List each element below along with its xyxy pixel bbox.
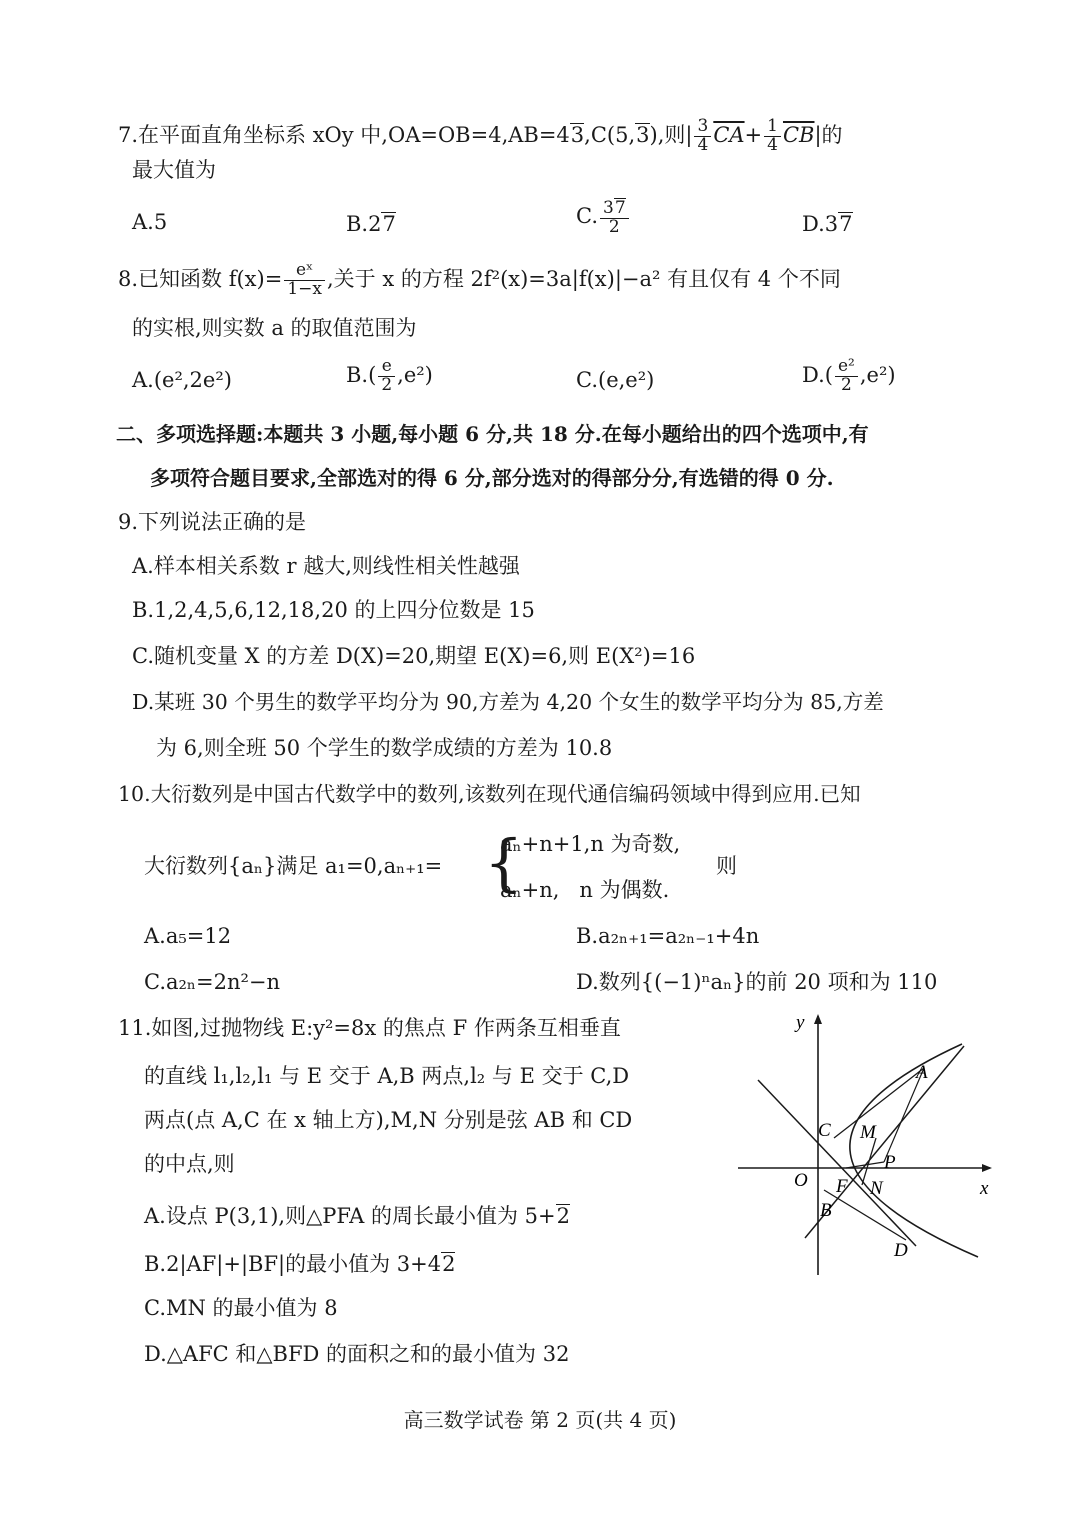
label-point-m: M: [860, 1122, 876, 1143]
label-point-f: F: [836, 1176, 848, 1197]
q10-stem-definition: 大衍数列{aₙ}满足 a₁=0,aₙ₊₁=: [144, 854, 443, 878]
segment-ac: [834, 1068, 924, 1138]
q10-piecewise-brace: {: [484, 826, 524, 899]
q9-option-d-line1: D.某班 30 个男生的数学平均分为 90,方差为 4,20 个女生的数学平均分为 85,方差: [132, 690, 884, 714]
q8-function-fraction: $\frac{\text{eˣ}}{1-x}$: [284, 262, 325, 299]
page-footer: 高三数学试卷 第 2 页(共 4 页): [403, 1408, 677, 1432]
y-axis-arrow: [814, 1014, 822, 1024]
q10-case-even: aₙ+n, n 为偶数.: [500, 878, 670, 902]
q7-frac1: $\frac{3}{4}$: [694, 118, 711, 155]
label-point-n: N: [870, 1178, 883, 1199]
segment-bd: [824, 1190, 906, 1240]
q7-plus: +: [744, 122, 763, 147]
label-x: x: [980, 1178, 989, 1199]
q11-stem-line2: 的直线 l₁,l₂,l₁ 与 E 交于 A,B 两点,l₂ 与 E 交于 C,D: [144, 1064, 630, 1088]
q7-stem-c: ),则|: [649, 122, 693, 147]
x-axis-arrow: [982, 1164, 992, 1172]
q8-option-d: D.( $\frac{\text{e²}}{2}$ ,e²): [802, 356, 896, 395]
q7-vector-ca: $\overline{CA}$: [713, 122, 745, 147]
q9-stem: 9.下列说法正确的是: [118, 510, 307, 534]
q7-sqrt3-a: 3: [570, 122, 585, 147]
q7-frac2: $\frac{1}{4}$: [764, 118, 781, 155]
label-point-p: P: [884, 1152, 896, 1173]
q11-option-d: D.△AFC 和△BFD 的面积之和的最小值为 32: [144, 1342, 570, 1366]
q7-option-a: A.5: [132, 210, 168, 234]
q8-stem-line2: 的实根,则实数 a 的取值范围为: [132, 316, 417, 340]
q9-option-d-line2: 为 6,则全班 50 个学生的数学成绩的方差为 10.8: [156, 736, 613, 760]
q10-case-odd: aₙ+n+1,n 为奇数,: [500, 832, 681, 856]
section2-instructions-line2: 多项符合题目要求,全部选对的得 6 分,部分选对的得部分分,有选错的得 0 分.: [150, 466, 834, 490]
label-y: y: [796, 1012, 805, 1033]
q10-option-b: B.a₂ₙ₊₁=a₂ₙ₋₁+4n: [576, 924, 760, 948]
q7-stem-a: 7.在平面直角坐标系 xOy 中,OA=OB=4,AB=4: [118, 122, 570, 147]
parabola-figure: [730, 1010, 1000, 1280]
label-point-d: D: [894, 1240, 908, 1261]
q7-option-c: C. $\frac{37}{2}$: [576, 198, 631, 237]
q10-option-d: D.数列{(−1)ⁿaₙ}的前 20 项和为 110: [576, 970, 938, 994]
q11-option-c: C.MN 的最小值为 8: [144, 1296, 338, 1320]
q7-option-d: D.37: [802, 212, 853, 236]
q10-option-c: C.a₂ₙ=2n²−n: [144, 970, 281, 994]
q11-option-b: B.2|AF|+|BF|的最小值为 3+42: [144, 1252, 456, 1276]
label-origin: O: [794, 1170, 808, 1191]
q8-option-a: A.(e²,2e²): [132, 368, 232, 392]
q8-stem-line1: 8.已知函数 f(x)= $\frac{\text{eˣ}}{1-x}$ ,关于 x 的方程 2f²(x)=3a|f(x)|−a² 有且仅有 4 个不同: [118, 260, 841, 299]
q7-option-b: B.27: [346, 212, 396, 236]
q7-stem-b: ,C(5,: [584, 122, 636, 147]
q7-sqrt3-b: 3: [636, 122, 650, 147]
q8-option-b: B.( $\frac{e}{2}$ ,e²): [346, 356, 433, 395]
q8-option-c: C.(e,e²): [576, 368, 655, 392]
q7-stem-line2: 最大值为: [132, 158, 216, 182]
segment-fp: [846, 1162, 884, 1168]
q9-option-b: B.1,2,4,5,6,12,18,20 的上四分位数是 15: [132, 598, 535, 622]
q11-stem-line3: 两点(点 A,C 在 x 轴上方),M,N 分别是弦 AB 和 CD: [144, 1108, 633, 1132]
q7-stem-d: |的: [814, 122, 843, 147]
q9-option-a: A.样本相关系数 r 越大,则线性相关性越强: [132, 554, 520, 578]
q7-vector-cb: $\overline{CB}$: [782, 122, 815, 147]
q10-stem-post: 则: [716, 854, 737, 878]
section2-instructions-line1: 二、多项选择题:本题共 3 小题,每小题 6 分,共 18 分.在每小题给出的四个选项中,有: [116, 422, 869, 446]
label-point-b: B: [820, 1200, 832, 1221]
q11-stem-line4: 的中点,则: [144, 1152, 235, 1176]
q10-stem-line1: 10.大衍数列是中国古代数学中的数列,该数列在现代通信编码领域中得到应用.已知: [118, 782, 861, 806]
q9-option-c: C.随机变量 X 的方差 D(X)=20,期望 E(X)=6,则 E(X²)=16: [132, 644, 696, 668]
label-point-a: A: [916, 1062, 928, 1083]
q11-stem-line1: 11.如图,过抛物线 E:y²=8x 的焦点 F 作两条互相垂直: [118, 1016, 621, 1040]
q7-stem-line1: [118, 118, 843, 155]
label-point-c: C: [818, 1120, 831, 1141]
q11-option-a: A.设点 P(3,1),则△PFA 的周长最小值为 5+2: [144, 1204, 570, 1228]
q10-option-a: A.a₅=12: [144, 924, 232, 948]
